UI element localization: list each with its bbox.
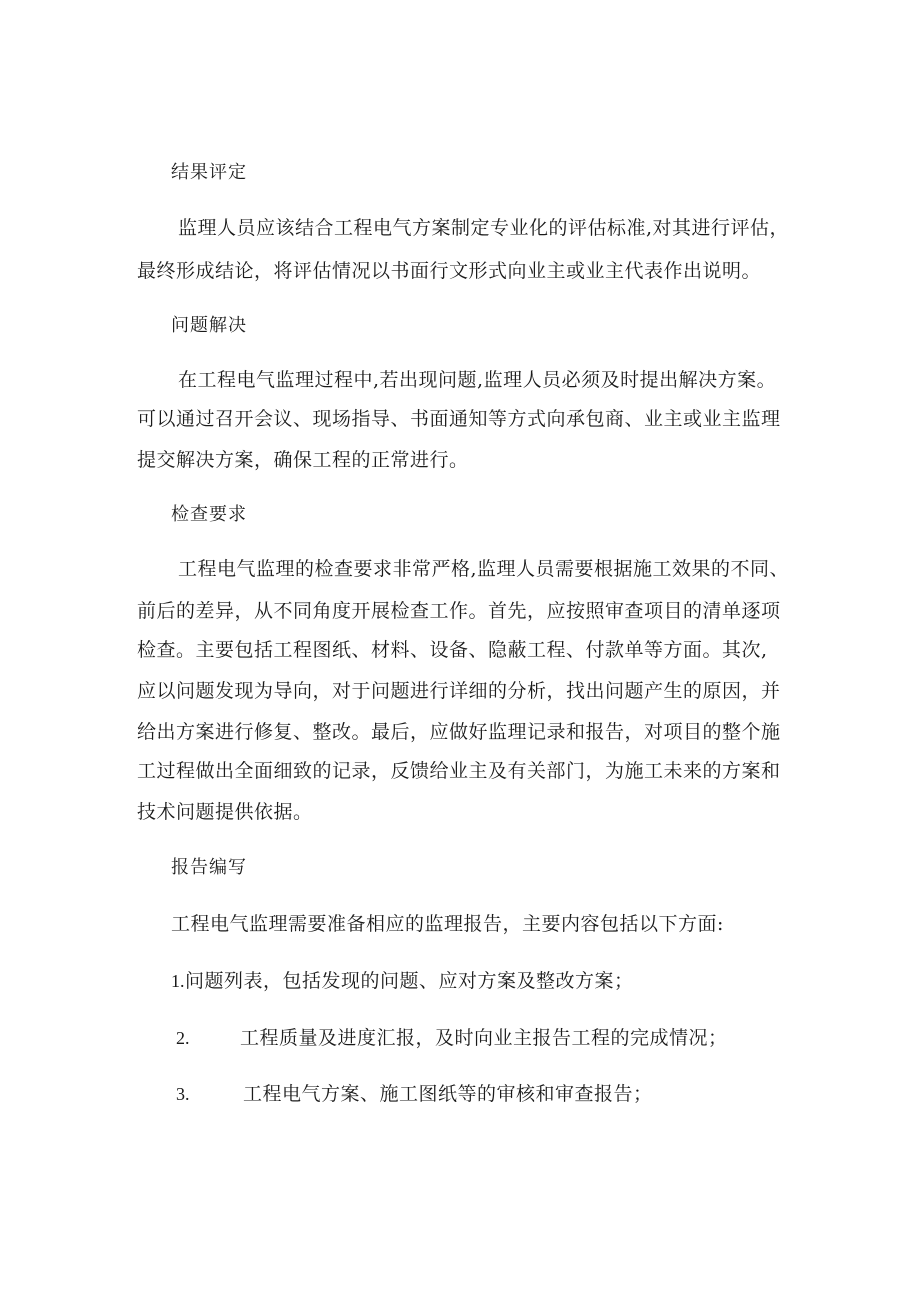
paragraph-line: 监理人员应该结合工程电气方案制定专业化的评估标准,对其进行评估， bbox=[178, 217, 790, 239]
paragraph-line: 应以问题发现为导向，对于问题进行详细的分析，找出问题产生的原因，并 bbox=[137, 680, 781, 702]
paragraph-line: 前后的差异，从不同角度开展检查工作。首先，应按照审查项目的清单逐项 bbox=[137, 600, 781, 622]
paragraph-line: 工程电气监理的检查要求非常严格,监理人员需要根据施工效果的不同、 bbox=[178, 558, 790, 580]
paragraph-line: 在工程电气监理过程中,若出现问题,监理人员必须及时提出解决方案。 bbox=[178, 369, 777, 391]
section-heading-inspection-requirements: 检查要求 bbox=[171, 504, 247, 525]
paragraph-line: 可以通过召开会议、现场指导、书面通知等方式向承包商、业主或业主监理 bbox=[137, 408, 781, 430]
section-heading-report-writing: 报告编写 bbox=[171, 857, 247, 878]
section-heading-problem-solving: 问题解决 bbox=[171, 315, 247, 336]
paragraph-line: 最终形成结论，将评估情况以书面行文形式向业主或业主代表作出说明。 bbox=[137, 260, 762, 282]
paragraph-line: 检查。主要包括工程图纸、材料、设备、隐蔽工程、付款单等方面。其次, bbox=[137, 639, 768, 661]
list-item-text: 工程电气方案、施工图纸等的审核和审查报告； bbox=[243, 1083, 653, 1105]
section-heading-result-evaluation: 结果评定 bbox=[171, 162, 247, 183]
paragraph-line: 技术问题提供依据。 bbox=[137, 801, 313, 823]
list-item-text: 问题列表，包括发现的问题、应对方案及整改方案； bbox=[185, 970, 634, 992]
paragraph-line: 给出方案进行修复、整改。最后，应做好监理记录和报告，对项目的整个施 bbox=[137, 721, 781, 743]
list-item-text: 工程质量及进度汇报，及时向业主报告工程的完成情况； bbox=[240, 1027, 728, 1049]
list-item-number: 3. bbox=[176, 1084, 190, 1104]
list-item-number: 2. bbox=[176, 1028, 190, 1048]
list-item-number: 1. bbox=[171, 971, 185, 991]
paragraph-line: 工过程做出全面细致的记录，反馈给业主及有关部门，为施工未来的方案和 bbox=[137, 760, 781, 782]
paragraph-line: 提交解决方案，确保工程的正常进行。 bbox=[137, 449, 469, 471]
paragraph-line: 工程电气监理需要准备相应的监理报告，主要内容包括以下方面: bbox=[171, 913, 724, 935]
